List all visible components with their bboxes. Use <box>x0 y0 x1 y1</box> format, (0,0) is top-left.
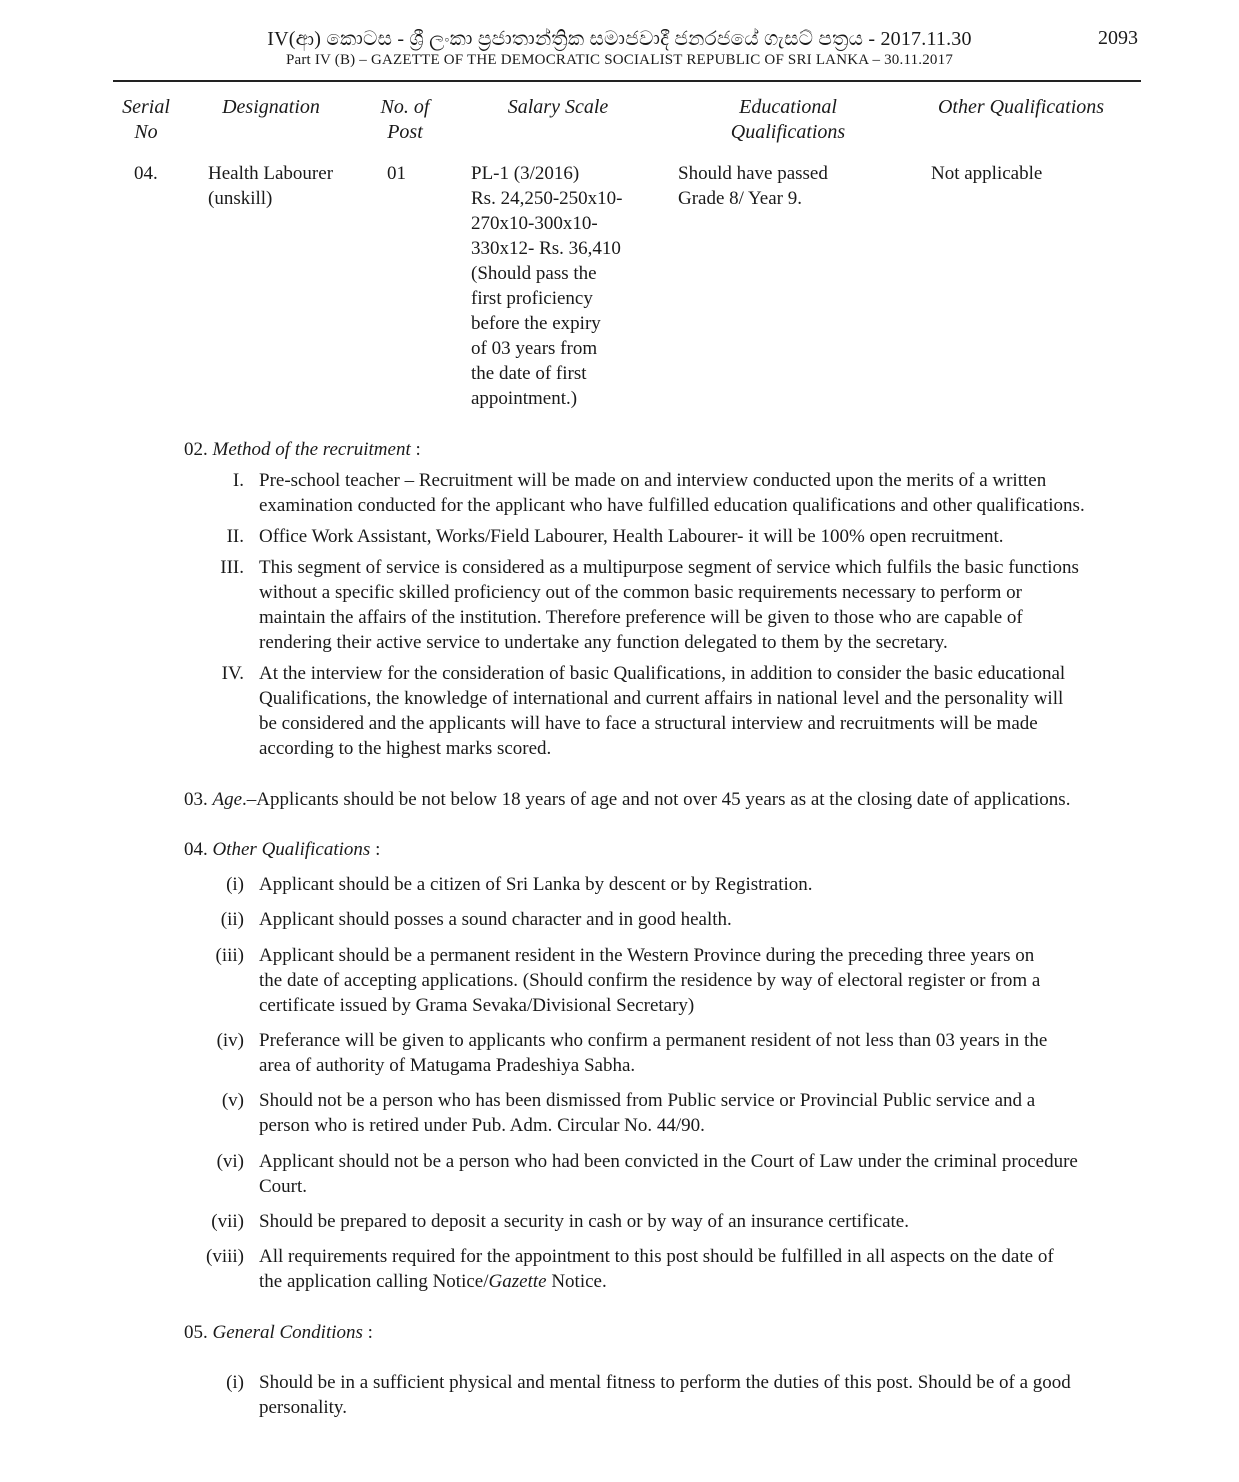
cell-designation: Health Labourer (unskill) <box>208 163 334 209</box>
col-header-no-of-post: No. of Post <box>380 96 430 143</box>
cell-educational-qualifications: Should have passed Grade 8/ Year 9. <box>678 163 828 209</box>
cell-serial: 04. <box>134 163 158 184</box>
col-header-serial: Serial No <box>122 96 170 143</box>
col-header-educational-qualifications: Educational Qualifications <box>730 96 846 143</box>
section-age: 03. Age.–Applicants should be not below 18 years of age and not over 45 years as at the closing date of applications. <box>184 789 1071 810</box>
section-heading-general-conditions: 05. General Conditions : <box>184 1322 373 1343</box>
gazette-header-english: Part IV (B) – GAZETTE OF THE DEMOCRATIC SOCIALIST REPUBLIC OF SRI LANKA – 30.11.2017 <box>285 52 954 68</box>
header-rule <box>113 80 1141 82</box>
col-header-salary-scale: Salary Scale <box>507 96 609 118</box>
cell-other-qualifications: Not applicable <box>931 163 1043 184</box>
page-number: 2093 <box>1098 27 1138 49</box>
section-heading-other-qualifications: 04. Other Qualifications : <box>184 839 381 860</box>
col-header-designation: Designation <box>222 96 320 118</box>
cell-no-of-post: 01 <box>387 163 406 184</box>
section-heading-method-of-recruitment: 02. Method of the recruitment : <box>184 439 421 460</box>
col-header-other-qualifications: Other Qualifications <box>937 96 1105 118</box>
gazette-header-sinhala: IV(ආ) කොටස - ශ්‍රී ලංකා ප්‍රජාතාන්ත්‍රික සමාජවාදී ජනරජයේ ගැසට් පත්‍රය - 2017.11.30 <box>267 28 972 50</box>
cell-salary-scale: PL-1 (3/2016) Rs. 24,250-250x10- 270x10-300x10- 330x12- Rs. 36,410 (Should pass the first proficiency before the expiry of 03 years from the date of first appointment.) <box>471 163 623 409</box>
